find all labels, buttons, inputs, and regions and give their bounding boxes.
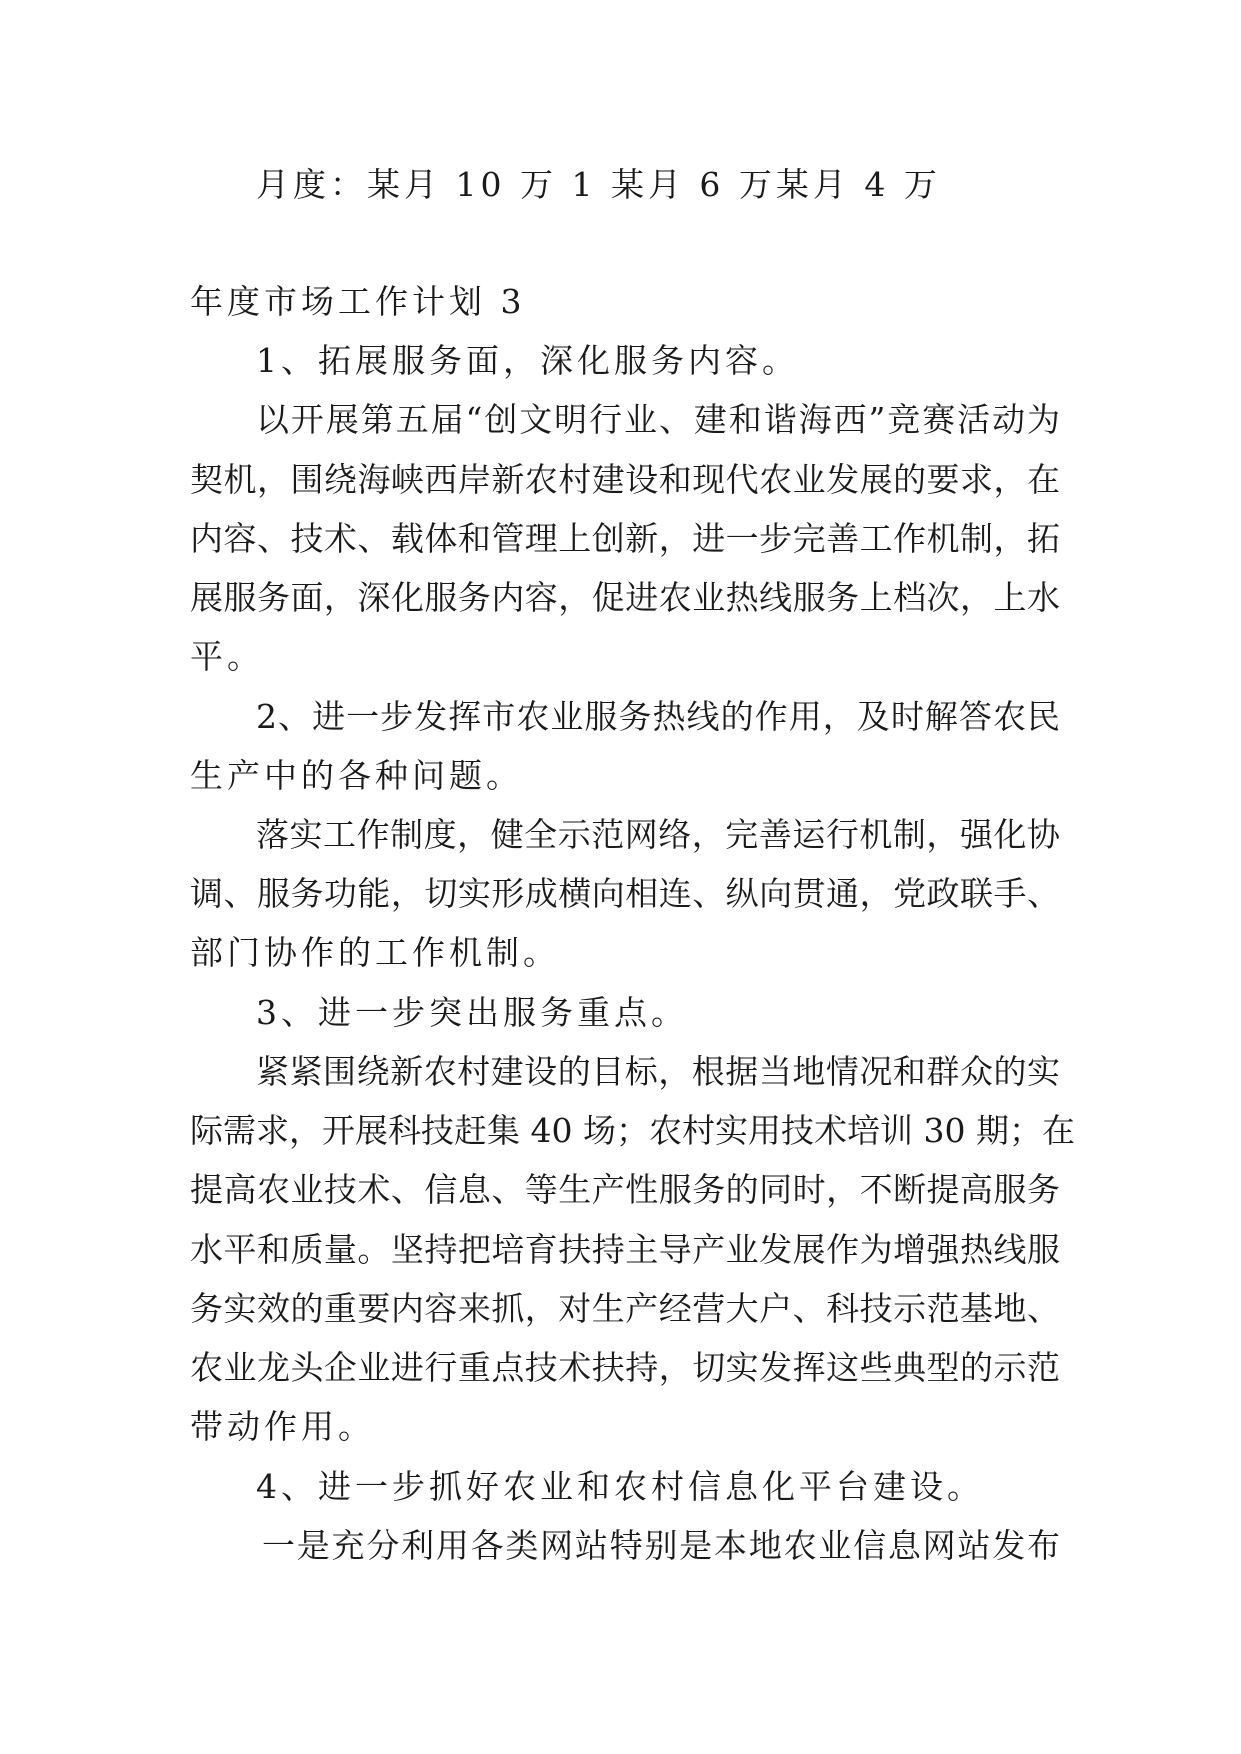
paragraph-line: 带动作用。 (190, 1407, 375, 1446)
paragraph-line: 契机，围绕海峡西岸新农村建设和现代农业发展的要求，在 (190, 460, 1060, 499)
item-heading-1: 1、拓展服务面，深化服务内容。 (256, 341, 799, 380)
paragraph-line: 水平和质量。坚持把培育扶持主导产业发展作为增强热线服 (190, 1230, 1060, 1269)
paragraph-line: 务实效的重要内容来抓，对生产经营大户、科技示范基地、 (190, 1289, 1060, 1328)
paragraph-line: 农业龙头企业进行重点技术扶持，切实发挥这些典型的示范 (190, 1348, 1060, 1387)
item-heading-2: 2、进一步发挥市农业服务热线的作用，及时解答农民 (256, 697, 1060, 736)
item-heading-4: 4、进一步抓好农业和农村信息化平台建设。 (256, 1467, 984, 1506)
paragraph-line: 落实工作制度，健全示范网络，完善运行机制，强化协 (256, 815, 1060, 854)
paragraph-line: 紧紧围绕新农村建设的目标，根据当地情况和群众的实 (256, 1052, 1060, 1091)
paragraph-line: 平。 (190, 637, 264, 676)
text-line-monthly: 月度：某月 10 万 1 某月 6 万某月 4 万 (256, 165, 941, 204)
paragraph-line: 提高农业技术、信息、等生产性服务的同时，不断提高服务 (190, 1170, 1060, 1209)
paragraph-line: 际需求，开展科技赶集 40 场；农村实用技术培训 30 期；在 (190, 1111, 1075, 1150)
paragraph-line: 以开展第五届“创文明行业、建和谐海西”竞赛活动为 (256, 400, 1060, 439)
item-heading-3: 3、进一步突出服务重点。 (256, 993, 688, 1032)
paragraph-line: 展服务面，深化服务内容，促进农业热线服务上档次，上水 (190, 578, 1060, 617)
item-heading-2-cont: 生产中的各种问题。 (190, 756, 523, 795)
paragraph-line: 一是充分利用各类网站特别是本地农业信息网站发布 (262, 1526, 1060, 1565)
paragraph-line: 内容、技术、载体和管理上创新，进一步完善工作机制，拓 (190, 519, 1060, 558)
paragraph-line: 部门协作的工作机制。 (190, 933, 560, 972)
section-heading: 年度市场工作计划 3 (190, 282, 526, 321)
paragraph-line: 调、服务功能，切实形成横向相连、纵向贯通，党政联手、 (190, 874, 1060, 913)
